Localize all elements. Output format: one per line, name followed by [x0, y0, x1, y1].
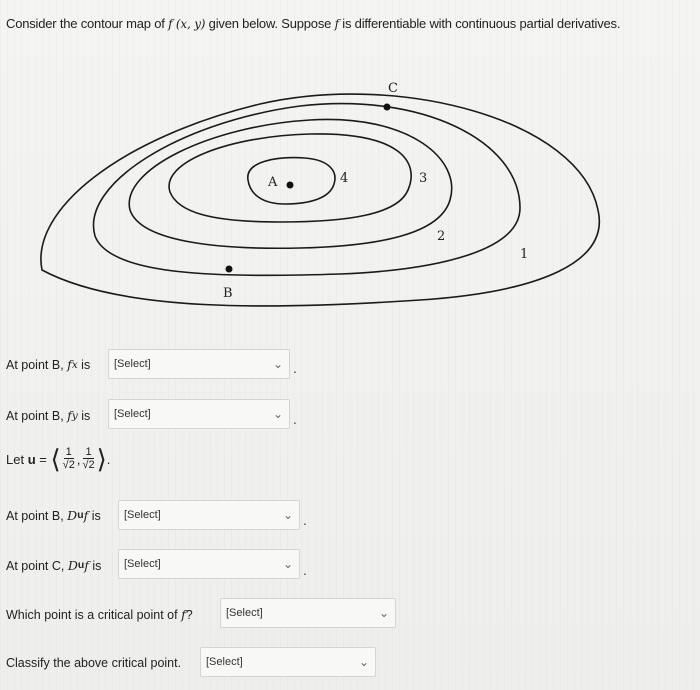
point-c-dot: [384, 104, 391, 111]
prompt-text-2: given below. Suppose: [205, 16, 332, 31]
contour-level-4: [169, 134, 411, 222]
level-label-3: 3: [419, 171, 428, 186]
point-b-dot: [226, 266, 233, 273]
chevron-down-icon: ⌄: [358, 655, 369, 669]
chevron-down-icon: ⌄: [282, 557, 293, 571]
contour-map: [0, 70, 700, 310]
level-label-2: 2: [437, 229, 446, 244]
select-c-duf[interactable]: [Select] ⌄: [118, 549, 300, 579]
chevron-down-icon: ⌄: [378, 606, 389, 620]
point-label-b: B: [223, 286, 233, 301]
contour-level-5: [248, 158, 335, 204]
question-classify: Classify the above critical point.: [6, 656, 182, 670]
direction-vector-definition: Let u = ⟨ $\frac{1}{√2}$ , $\frac{1}{√2}$ ⟩ .: [6, 444, 111, 474]
problem-statement: [6, 16, 696, 31]
question-b-fy: At point B, f y is: [6, 408, 91, 423]
select-classify[interactable]: [Select] ⌄: [200, 647, 376, 677]
prompt-f-symbol: f: [334, 17, 339, 31]
question-critical-point: Which point is a critical point of f ?: [6, 607, 193, 622]
prompt-function: f (x, y): [168, 17, 206, 31]
prompt-text-3: is differentiable with continuous partial derivatives.: [342, 16, 621, 31]
chevron-down-icon: ⌄: [272, 357, 283, 371]
prompt-text-1: Consider the contour map of: [6, 16, 165, 31]
point-label-a: A: [268, 175, 278, 190]
chevron-down-icon: ⌄: [272, 407, 283, 421]
level-label-1: 1: [520, 247, 529, 262]
question-b-fx: At point B, f x is: [6, 357, 91, 372]
question-b-duf: At point B, D u f is: [6, 508, 101, 523]
question-c-duf: At point C, D u f is: [6, 558, 102, 573]
select-b-fx[interactable]: [Select] ⌄: [108, 349, 290, 379]
chevron-down-icon: ⌄: [282, 508, 293, 522]
select-b-duf[interactable]: [Select] ⌄: [118, 500, 300, 530]
select-b-fy[interactable]: [Select] ⌄: [108, 399, 290, 429]
point-a-dot: [287, 182, 294, 189]
select-critical-point[interactable]: [Select] ⌄: [220, 598, 396, 628]
level-label-4: 4: [340, 171, 349, 186]
point-label-c: C: [388, 81, 398, 96]
contour-level-2: [94, 104, 520, 276]
